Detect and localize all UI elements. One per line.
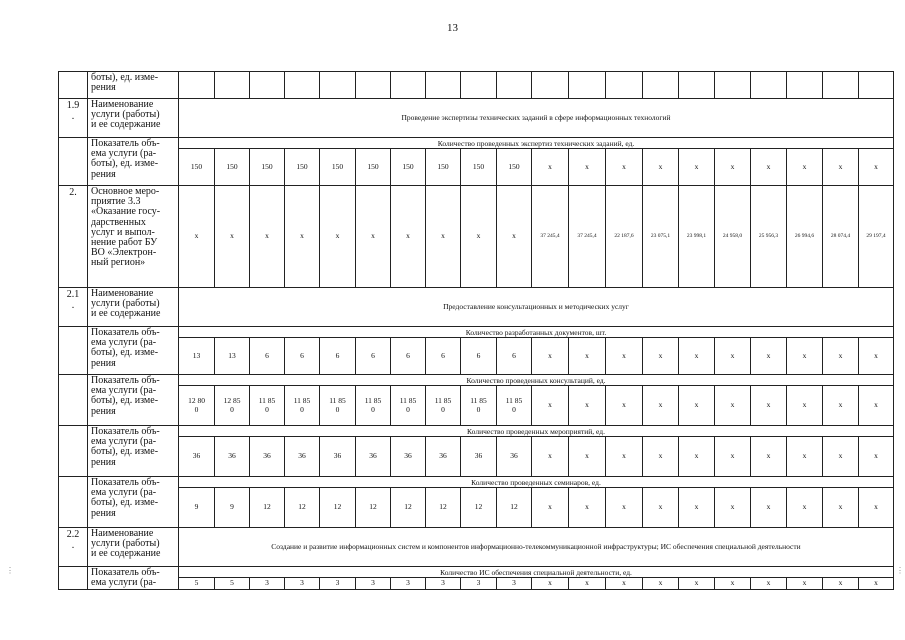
- value-cell: х: [643, 437, 679, 477]
- value-cell: 24 958,0: [715, 186, 751, 288]
- value-cell: х: [532, 437, 569, 477]
- indicator-subheader: Количество ИС обеспечения специальной деятельности, ед.: [179, 567, 894, 578]
- value-cell: х: [532, 578, 569, 590]
- value-cell: 150: [285, 149, 320, 186]
- value-cell: х: [569, 386, 606, 426]
- value-cell: х: [787, 437, 823, 477]
- value-cell: х: [859, 338, 894, 375]
- value-cell: 36: [215, 437, 250, 477]
- value-cell: 150: [461, 149, 497, 186]
- value-cell: х: [859, 578, 894, 590]
- row-label: Наименование услуги (работы) и ее содержание: [88, 288, 179, 327]
- row-label: Наименование услуги (работы) и ее содержание: [88, 528, 179, 567]
- value-cell: 36: [250, 437, 285, 477]
- row-number: 1.9 .: [59, 99, 88, 138]
- value-cell: х: [715, 386, 751, 426]
- value-cell: х: [569, 437, 606, 477]
- value-cell: 5: [179, 578, 215, 590]
- value-cell: 12: [356, 488, 391, 528]
- value-cell: 6: [391, 338, 426, 375]
- table-row: [59, 72, 894, 99]
- value-cell: 150: [356, 149, 391, 186]
- row-label: Показатель объ- ема услуги (ра- боты), ед. изме- рения: [88, 426, 179, 477]
- value-cell: х: [715, 149, 751, 186]
- value-cell: 6: [461, 338, 497, 375]
- value-cell: 3: [356, 578, 391, 590]
- value-cell: х: [787, 386, 823, 426]
- value-cell: х: [179, 186, 215, 288]
- value-cell: 6: [356, 338, 391, 375]
- value-cell: [320, 72, 356, 99]
- value-cell: х: [679, 578, 715, 590]
- value-cell: [569, 72, 606, 99]
- value-cell: х: [569, 338, 606, 375]
- row-number: 2.: [59, 186, 88, 288]
- value-cell: 12: [320, 488, 356, 528]
- row-number: [59, 426, 88, 477]
- value-cell: 150: [320, 149, 356, 186]
- value-cell: 12: [497, 488, 532, 528]
- value-cell: х: [285, 186, 320, 288]
- margin-tick-right: ⋮: [896, 566, 904, 575]
- value-cell: х: [532, 149, 569, 186]
- row-number: [59, 477, 88, 528]
- value-cell: х: [823, 578, 859, 590]
- row-number: 2.2 .: [59, 528, 88, 567]
- value-cell: 3: [285, 578, 320, 590]
- table-row: [59, 138, 894, 149]
- table-row: [59, 327, 894, 338]
- table-row: [59, 149, 894, 186]
- value-cell: 13: [179, 338, 215, 375]
- value-cell: 36: [461, 437, 497, 477]
- value-cell: [715, 72, 751, 99]
- value-cell: [461, 72, 497, 99]
- value-cell: х: [787, 149, 823, 186]
- value-cell: 6: [285, 338, 320, 375]
- value-cell: 37 245,4: [532, 186, 569, 288]
- value-cell: 36: [285, 437, 320, 477]
- table-row: [59, 386, 894, 426]
- value-cell: 13: [215, 338, 250, 375]
- row-label: Наименование услуги (работы) и ее содержание: [88, 99, 179, 138]
- value-cell: х: [751, 338, 787, 375]
- value-cell: 23 998,1: [679, 186, 715, 288]
- value-cell: 150: [391, 149, 426, 186]
- value-cell: х: [823, 488, 859, 528]
- value-cell: х: [679, 338, 715, 375]
- value-cell: х: [606, 578, 643, 590]
- value-cell: 150: [215, 149, 250, 186]
- value-cell: 36: [391, 437, 426, 477]
- table-row: [59, 578, 894, 590]
- value-cell: 11 85 0: [250, 386, 285, 426]
- value-cell: х: [606, 488, 643, 528]
- row-label: Показатель объ- ема услуги (ра- боты), ед. изме- рения: [88, 327, 179, 375]
- table-row: [59, 99, 894, 138]
- value-cell: 12: [391, 488, 426, 528]
- row-label: Показатель объ- ема услуги (ра- боты), ед. изме- рения: [88, 375, 179, 426]
- value-cell: 3: [461, 578, 497, 590]
- value-cell: х: [643, 338, 679, 375]
- value-cell: х: [715, 338, 751, 375]
- value-cell: 3: [320, 578, 356, 590]
- value-cell: 150: [179, 149, 215, 186]
- value-cell: х: [715, 437, 751, 477]
- value-cell: [643, 72, 679, 99]
- value-cell: х: [679, 149, 715, 186]
- table-row: [59, 477, 894, 488]
- value-cell: х: [356, 186, 391, 288]
- value-cell: [606, 72, 643, 99]
- value-cell: 3: [391, 578, 426, 590]
- value-cell: х: [320, 186, 356, 288]
- value-cell: х: [823, 437, 859, 477]
- row-label: Основное меро- приятие 3.3 «Оказание госу- дарственных услуг и выпол- нение работ БУ ВО «Электрон- ный регион»: [88, 186, 179, 288]
- row-number: [59, 327, 88, 375]
- value-cell: х: [569, 578, 606, 590]
- value-cell: 26 994,6: [787, 186, 823, 288]
- service-name-cell: Создание и развитие информационных систем и компонентов информационно-телекоммуникационной инфраструктуры; ИС обеспечения специальной деятельности: [179, 528, 894, 567]
- value-cell: [859, 72, 894, 99]
- row-label: боты), ед. изме- рения: [88, 72, 179, 99]
- value-cell: [532, 72, 569, 99]
- value-cell: х: [751, 578, 787, 590]
- service-name-cell: Предоставление консультационных и методических услуг: [179, 288, 894, 327]
- table-row: [59, 186, 894, 288]
- value-cell: 11 85 0: [285, 386, 320, 426]
- value-cell: [250, 72, 285, 99]
- value-cell: 11 85 0: [356, 386, 391, 426]
- value-cell: 11 85 0: [461, 386, 497, 426]
- row-number: [59, 138, 88, 186]
- value-cell: х: [250, 186, 285, 288]
- value-cell: 12 80 0: [179, 386, 215, 426]
- table-row: [59, 375, 894, 386]
- table-row: [59, 567, 894, 578]
- value-cell: 22 187,6: [606, 186, 643, 288]
- value-cell: 37 245,4: [569, 186, 606, 288]
- value-cell: х: [215, 186, 250, 288]
- value-cell: х: [715, 488, 751, 528]
- value-cell: 9: [179, 488, 215, 528]
- value-cell: [179, 72, 215, 99]
- indicator-subheader: Количество проведенных экспертиз технических заданий, ед.: [179, 138, 894, 149]
- value-cell: [285, 72, 320, 99]
- value-cell: 150: [250, 149, 285, 186]
- indicator-subheader: Количество проведенных мероприятий, ед.: [179, 426, 894, 437]
- value-cell: 23 075,1: [643, 186, 679, 288]
- value-cell: х: [751, 386, 787, 426]
- value-cell: 36: [497, 437, 532, 477]
- value-cell: х: [391, 186, 426, 288]
- value-cell: х: [497, 186, 532, 288]
- value-cell: х: [426, 186, 461, 288]
- value-cell: х: [751, 488, 787, 528]
- value-cell: х: [859, 149, 894, 186]
- value-cell: 12: [250, 488, 285, 528]
- value-cell: 12: [461, 488, 497, 528]
- value-cell: [823, 72, 859, 99]
- value-cell: х: [859, 386, 894, 426]
- margin-tick-left: ⋮: [6, 566, 14, 575]
- value-cell: 6: [320, 338, 356, 375]
- value-cell: х: [569, 488, 606, 528]
- value-cell: 12: [426, 488, 461, 528]
- value-cell: [426, 72, 461, 99]
- value-cell: х: [787, 578, 823, 590]
- value-cell: 28 074,4: [823, 186, 859, 288]
- value-cell: х: [606, 149, 643, 186]
- table-row: [59, 488, 894, 528]
- row-label: Показатель объ- ема услуги (ра- боты), ед. изме- рения: [88, 138, 179, 186]
- value-cell: 9: [215, 488, 250, 528]
- value-cell: х: [679, 437, 715, 477]
- page-number: 13: [447, 22, 458, 34]
- value-cell: х: [859, 437, 894, 477]
- value-cell: х: [532, 488, 569, 528]
- value-cell: 6: [426, 338, 461, 375]
- value-cell: [787, 72, 823, 99]
- value-cell: х: [643, 386, 679, 426]
- value-cell: х: [859, 488, 894, 528]
- value-cell: 3: [497, 578, 532, 590]
- row-number: [59, 567, 88, 590]
- value-cell: 25 956,3: [751, 186, 787, 288]
- value-cell: 36: [426, 437, 461, 477]
- table-row: [59, 437, 894, 477]
- value-cell: х: [751, 437, 787, 477]
- value-cell: х: [823, 149, 859, 186]
- value-cell: 11 85 0: [320, 386, 356, 426]
- value-cell: х: [823, 386, 859, 426]
- value-cell: х: [751, 149, 787, 186]
- value-cell: х: [715, 578, 751, 590]
- service-name-cell: Проведение экспертизы технических заданий в сфере информационных технологий: [179, 99, 894, 138]
- value-cell: х: [823, 338, 859, 375]
- value-cell: 29 197,4: [859, 186, 894, 288]
- value-cell: 36: [320, 437, 356, 477]
- value-cell: 6: [497, 338, 532, 375]
- row-label: Показатель объ- ема услуги (ра- боты), ед. изме- рения: [88, 477, 179, 528]
- value-cell: х: [679, 488, 715, 528]
- indicator-subheader: Количество проведенных семинаров, ед.: [179, 477, 894, 488]
- value-cell: 5: [215, 578, 250, 590]
- table-row: [59, 528, 894, 567]
- value-cell: 150: [426, 149, 461, 186]
- value-cell: х: [461, 186, 497, 288]
- value-cell: 11 85 0: [391, 386, 426, 426]
- value-cell: х: [606, 437, 643, 477]
- row-number: [59, 72, 88, 99]
- value-cell: х: [606, 386, 643, 426]
- value-cell: [215, 72, 250, 99]
- value-cell: х: [532, 338, 569, 375]
- value-cell: 6: [250, 338, 285, 375]
- value-cell: [751, 72, 787, 99]
- value-cell: х: [679, 386, 715, 426]
- value-cell: [391, 72, 426, 99]
- indicator-subheader: Количество проведенных консультаций, ед.: [179, 375, 894, 386]
- value-cell: х: [532, 386, 569, 426]
- value-cell: х: [787, 488, 823, 528]
- table-row: [59, 288, 894, 327]
- value-cell: х: [787, 338, 823, 375]
- value-cell: 36: [356, 437, 391, 477]
- value-cell: х: [606, 338, 643, 375]
- value-cell: х: [569, 149, 606, 186]
- value-cell: 12: [285, 488, 320, 528]
- value-cell: 36: [179, 437, 215, 477]
- value-cell: [356, 72, 391, 99]
- value-cell: 150: [497, 149, 532, 186]
- value-cell: х: [643, 578, 679, 590]
- value-cell: 11 85 0: [426, 386, 461, 426]
- value-cell: 11 85 0: [497, 386, 532, 426]
- value-cell: х: [643, 488, 679, 528]
- value-cell: 3: [250, 578, 285, 590]
- row-number: [59, 375, 88, 426]
- indicator-table: [58, 71, 894, 590]
- table-row: [59, 426, 894, 437]
- row-number: 2.1 .: [59, 288, 88, 327]
- value-cell: [679, 72, 715, 99]
- value-cell: [497, 72, 532, 99]
- value-cell: х: [643, 149, 679, 186]
- value-cell: 12 85 0: [215, 386, 250, 426]
- value-cell: 3: [426, 578, 461, 590]
- indicator-subheader: Количество разработанных документов, шт.: [179, 327, 894, 338]
- row-label: Показатель объ- ема услуги (ра-: [88, 567, 179, 590]
- table-row: [59, 338, 894, 375]
